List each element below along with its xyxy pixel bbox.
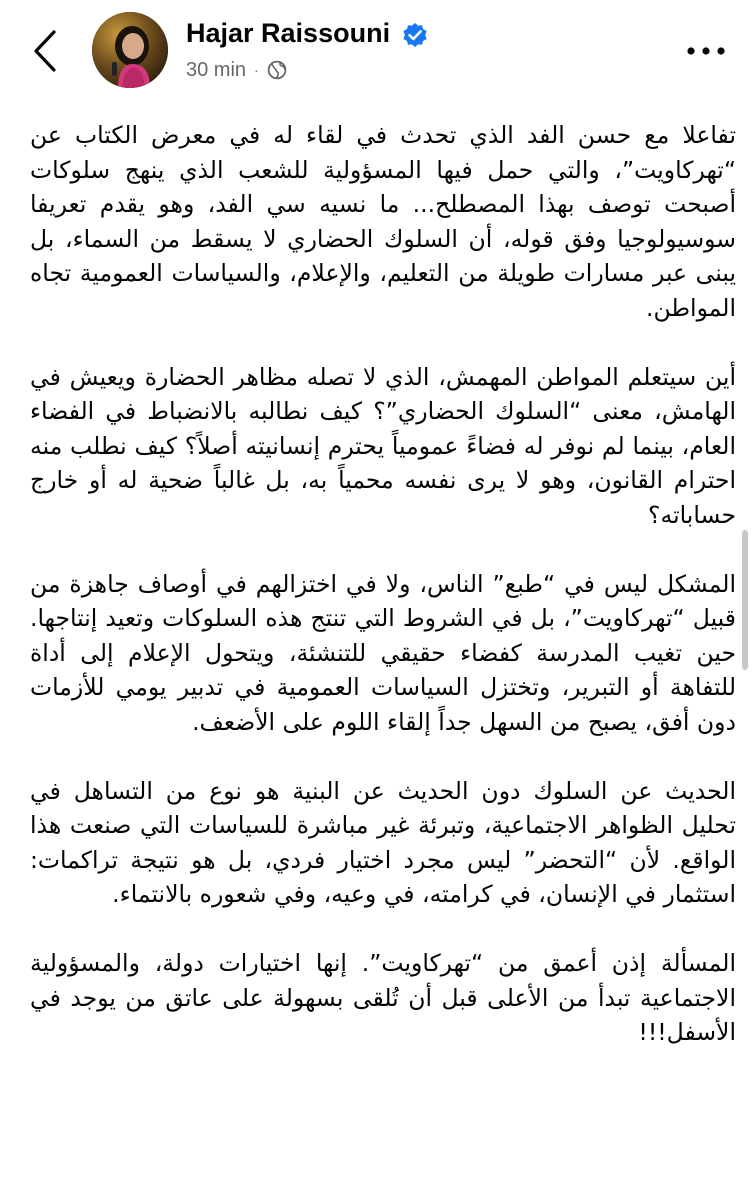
post-paragraph: المسألة إذن أعمق من “تهركاويت”. إنها اختيارات دولة، والمسؤولية الاجتماعية تبدأ من الأعلى قبل أن تُلقى بسهولة على عاتق من يوجد في الأسفل!!! bbox=[30, 949, 736, 1046]
post-paragraph: الحديث عن السلوك دون الحديث عن البنية هو نوع من التساهل في تحليل الظواهر الاجتماعية، وتبرئة غير مباشرة للسياسات التي صنعت هذا الواقع. لأن “التحضر” ليس مجرد اختيار فردي، بل هو نتيجة تراكمات: استثمار في الإنسان، في كرامته، في وعيه، وفي شعوره بالانتماء. bbox=[30, 776, 736, 908]
post-header bbox=[0, 0, 755, 100]
post-meta bbox=[186, 56, 287, 84]
back-button[interactable] bbox=[28, 28, 64, 74]
avatar[interactable] bbox=[92, 12, 168, 88]
more-horizontal-icon bbox=[684, 40, 728, 62]
post-paragraph: المشكل ليس في “طبع” الناس، ولا في اختزالهم في أوصاف جاهزة من قبيل “تهركاويت”، بل في الشروط التي تنتج هذه السلوكات وتعيد إنتاجها. حين تغيب المدرسة كفضاء حقيقي للتنشئة، ويتحول الإعلام إلى أداة للتفاهة أو التبرير، وتختزل السياسات العمومية في تدبير يومي للأزمات دون أفق، يصبح من السهل جداً إلقاء اللوم على الأضعف. bbox=[30, 569, 736, 736]
avatar-image bbox=[92, 12, 168, 88]
author-name[interactable]: Hajar Raissouni bbox=[186, 18, 391, 48]
post-text bbox=[30, 118, 736, 1084]
chevron-left-icon bbox=[28, 28, 64, 74]
scrollbar[interactable] bbox=[742, 530, 748, 670]
post-paragraph: تفاعلا مع حسن الفد الذي تحدث في لقاء له في معرض الكتاب عن “تهركاويت”، والتي حمل فيها المسؤولية للشعب الذي ينهج سلوكات أصبحت توصف بهذا المصطلح... ما نسيه سي الفد، وهو يقدم تعريفا سوسيولوجيا وفق قوله، أن السلوك الحضاري لا يسقط من السماء، بل يبنى عبر مسارات طويلة من التعليم، والإعلام، والسياسات العمومية تجاه المواطن. bbox=[30, 121, 736, 322]
meta-separator: · bbox=[254, 62, 259, 78]
globe-icon[interactable] bbox=[267, 60, 287, 80]
verified-badge-icon bbox=[402, 22, 428, 48]
post-paragraph: أين سيتعلم المواطن المهمش، الذي لا تصله مظاهر الحضارة ويعيش في الهامش، معنى “السلوك الحضاري”؟ كيف نطالبه بالانضباط في الفضاء العام، بينما لم نوفر له فضاءً عمومياً يحترم إنسانيته أصلاً؟ كيف نطلب منه احترام القانون، وهو لا يرى نفسه محمياً به، بل غالباً ضحية له أو خارج حساباته؟ bbox=[30, 362, 736, 529]
more-options-button[interactable] bbox=[684, 40, 728, 62]
post-timestamp[interactable]: 30 min bbox=[186, 58, 247, 81]
